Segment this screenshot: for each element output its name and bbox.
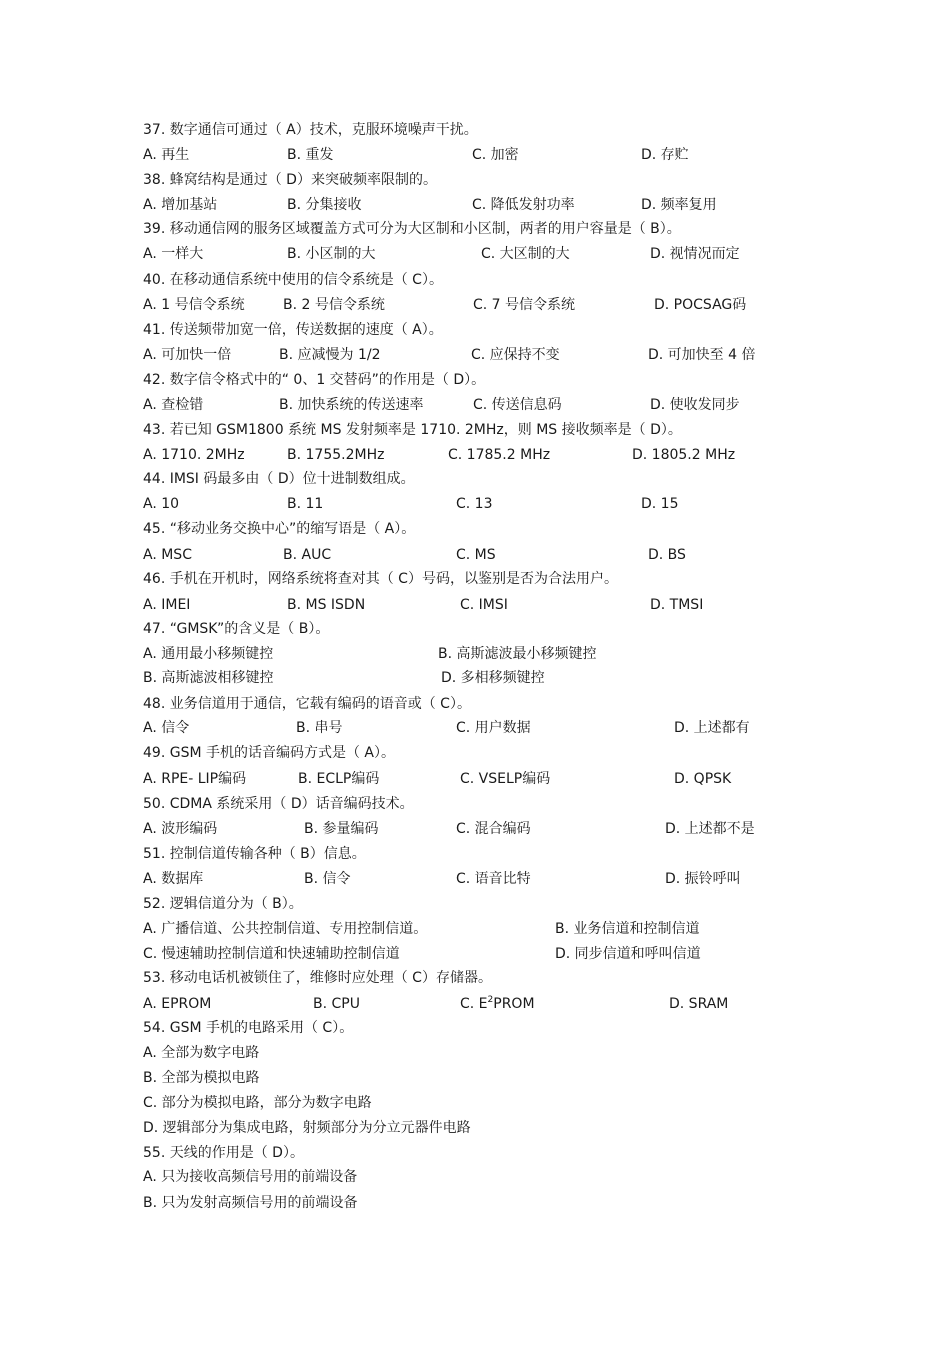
option-c: C. 加密: [472, 147, 519, 163]
question-42: [143, 369, 485, 391]
option-line: A. 只为接收高频信号用的前端设备: [143, 1169, 358, 1185]
option-a: A. MSC: [143, 547, 192, 563]
question-text: 45. “移动业务交换中心”的缩写语是（ A）。: [143, 521, 416, 537]
option-a: A. 一样大: [143, 246, 204, 262]
option-d: D. 频率复用: [641, 197, 717, 213]
option-d: D. 使收发同步: [650, 397, 740, 413]
option-d: D. SRAM: [669, 996, 729, 1012]
question-text: 46. 手机在开机时，网络系统将查对其（ C）号码，以鉴别是否为合法用户。: [143, 571, 618, 587]
option-b: B. 1755.2MHz: [287, 447, 385, 463]
option-b: B. 分集接收: [287, 197, 362, 213]
option-d: D. 振铃呼叫: [665, 871, 741, 887]
option-b: B. 串号: [296, 720, 343, 736]
option-c: C. VSELP编码: [460, 771, 551, 787]
question-54: [143, 1017, 353, 1039]
option-b: B. 参量编码: [304, 821, 379, 837]
option-a: A. 通用最小移频键控: [143, 646, 274, 662]
option-a: A. EPROM: [143, 996, 212, 1012]
question-text: 37. 数字通信可通过（ A）技术，克服环境噪声干扰。: [143, 122, 478, 138]
question-53: [143, 967, 492, 989]
option-a: A. 波形编码: [143, 821, 218, 837]
question-text: 43. 若已知 GSM1800 系统 MS 发射频率是 1710. 2MHz，则 MS 接收频率是（ D）。: [143, 422, 682, 438]
option-c: C. 语音比特: [456, 871, 531, 887]
option-a: A. 信令: [143, 720, 190, 736]
option-c: C. 7 号信令系统: [473, 297, 576, 313]
option-c: C. MS: [456, 547, 496, 563]
question-55: [143, 1142, 304, 1164]
question-46: [143, 568, 618, 590]
option-b: B. AUC: [283, 547, 332, 563]
option-c-prefix: C. E: [460, 996, 488, 1012]
option-d: D. 多相移频键控: [441, 670, 545, 686]
option-line: A. 全部为数字电路: [143, 1045, 260, 1061]
option-b: B. 高斯滤波最小移频键控: [438, 646, 597, 662]
option-b: B. ECLP编码: [298, 771, 380, 787]
question-43: [143, 419, 682, 441]
question-44: [143, 468, 415, 490]
option-c: C. 混合编码: [456, 821, 531, 837]
option-d: D. 存贮: [641, 147, 689, 163]
question-text: 38. 蜂窝结构是通过（ D）来突破频率限制的。: [143, 172, 437, 188]
question-51: [143, 843, 366, 865]
option-c: C. IMSI: [460, 597, 508, 613]
option-b: B. 信令: [304, 871, 351, 887]
option-a: A. 增加基站: [143, 197, 218, 213]
question-text: 40. 在移动通信系统中使用的信令系统是（ C）。: [143, 272, 443, 288]
option-c: C. 慢速辅助控制信道和快速辅助控制信道: [143, 946, 400, 962]
option-c: C. 1785.2 MHz: [448, 447, 551, 463]
option-b: B. 加快系统的传送速率: [279, 397, 424, 413]
option-b: B. 重发: [287, 147, 334, 163]
option-b: B. 2 号信令系统: [283, 297, 385, 313]
question-47: [143, 618, 329, 640]
option-b: B. 小区制的大: [287, 246, 376, 262]
option-a: A. 1 号信令系统: [143, 297, 245, 313]
option-line: C. 部分为模拟电路，部分为数字电路: [143, 1095, 372, 1111]
option-d: D. 上述都不是: [665, 821, 755, 837]
question-text: 39. 移动通信网的服务区域覆盖方式可分为大区制和小区制，两者的用户容量是（ B）。: [143, 221, 681, 237]
question-text: 44. IMSI 码最多由（ D）位十进制数组成。: [143, 471, 415, 487]
option-d: D. 视情况而定: [650, 246, 740, 262]
question-text: 48. 业务信道用于通信，它载有编码的语音或（ C）。: [143, 696, 471, 712]
option-c: C. 传送信息码: [473, 397, 562, 413]
option-c: C. 应保持不变: [471, 347, 560, 363]
option-line: B. 只为发射高频信号用的前端设备: [143, 1195, 358, 1211]
option-d: D. 15: [641, 496, 679, 512]
option-a: A. 1710. 2MHz: [143, 447, 245, 463]
question-text: 41. 传送频带加宽一倍，传送数据的速度（ A）。: [143, 322, 443, 338]
question-45: [143, 518, 415, 540]
option-a: A. 查检错: [143, 397, 204, 413]
question-41: [143, 319, 443, 341]
question-text: 52. 逻辑信道分为（ B）。: [143, 896, 303, 912]
question-text: 47. “GMSK”的含义是（ B）。: [143, 621, 330, 637]
option-a: A. RPE- LIP编码: [143, 771, 247, 787]
superscript-two: 2: [487, 995, 494, 1005]
question-text: 51. 控制信道传输各种（ B）信息。: [143, 846, 366, 862]
option-d: D. QPSK: [674, 771, 732, 787]
question-50: [143, 793, 414, 815]
option-c: B. 高斯滤波相移键控: [143, 670, 274, 686]
question-37: [143, 119, 478, 141]
option-b: B. 业务信道和控制信道: [555, 921, 700, 937]
option-c: C. 降低发射功率: [472, 197, 575, 213]
option-b: B. MS ISDN: [287, 597, 366, 613]
question-39: [143, 218, 681, 240]
question-38: [143, 169, 437, 191]
option-d: D. 可加快至 4 倍: [648, 347, 756, 363]
option-d: D. TMSI: [650, 597, 704, 613]
option-d: D. 1805.2 MHz: [632, 447, 736, 463]
option-c: C. 大区制的大: [481, 246, 570, 262]
question-text: 49. GSM 手机的话音编码方式是（ A）。: [143, 745, 396, 761]
option-b: B. 应减慢为 1/2: [279, 347, 381, 363]
option-d: D. POCSAG码: [654, 297, 747, 313]
option-d: D. 上述都有: [674, 720, 750, 736]
option-a: A. 10: [143, 496, 180, 512]
question-text: 54. GSM 手机的电路采用（ C）。: [143, 1020, 354, 1036]
option-a: A. IMEI: [143, 597, 191, 613]
option-a: A. 再生: [143, 147, 190, 163]
question-text: 42. 数字信令格式中的“ 0、1 交替码”的作用是（ D）。: [143, 372, 486, 388]
question-text: 55. 天线的作用是（ D）。: [143, 1145, 304, 1161]
option-line: D. 逻辑部分为集成电路，射频部分为分立元器件电路: [143, 1120, 471, 1136]
option-a: A. 数据库: [143, 871, 204, 887]
option-b: B. 11: [287, 496, 324, 512]
option-c: C. 用户数据: [456, 720, 531, 736]
option-line: B. 全部为模拟电路: [143, 1070, 260, 1086]
option-b: B. CPU: [313, 996, 360, 1012]
option-d: D. 同步信道和呼叫信道: [555, 946, 701, 962]
question-49: [143, 742, 395, 764]
option-a: A. 可加快一倍: [143, 347, 232, 363]
question-text: 53. 移动电话机被锁住了，维修时应处理（ C）存储器。: [143, 970, 492, 986]
option-c: [460, 993, 535, 1015]
question-40: [143, 269, 443, 291]
question-52: [143, 893, 303, 915]
option-c-suffix: PROM: [493, 996, 535, 1012]
option-a: A. 广播信道、公共控制信道、专用控制信道。: [143, 921, 428, 937]
option-c: C. 13: [456, 496, 493, 512]
question-text: 50. CDMA 系统采用（ D）话音编码技术。: [143, 796, 414, 812]
option-d: D. BS: [648, 547, 686, 563]
question-48: [143, 693, 471, 715]
